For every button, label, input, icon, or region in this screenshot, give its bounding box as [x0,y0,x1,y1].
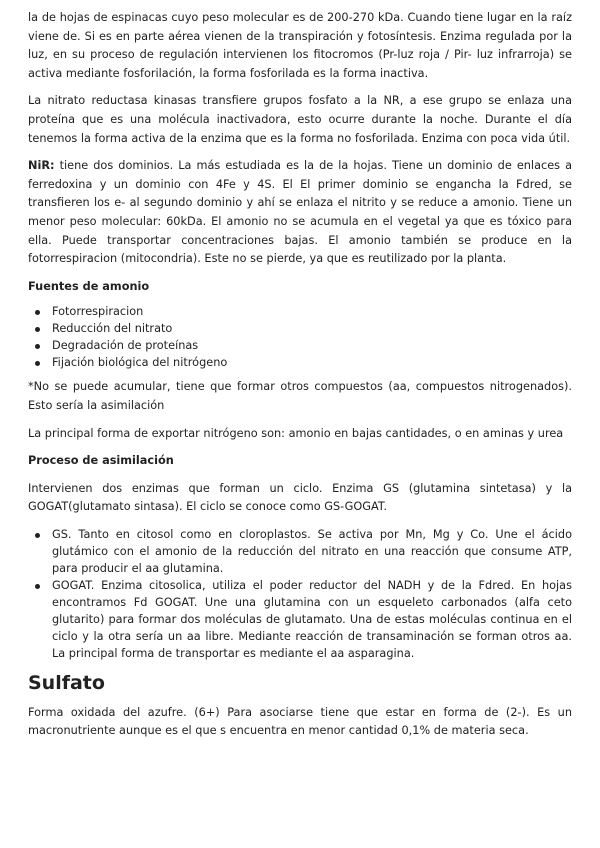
list-item: GOGAT. Enzima citosolica, utiliza el poder reductor del NADH y de la Fdred. En hojas encontramos Fd GOGAT. Une una glutamina con un esqueleto carbonados (alfa ceto glutarito) para formar dos moléculas de glutamato. Una de estas moléculas continua en el ciclo y la otra sería un aa libre. Mediante reacción de transaminación se forman otros aa. La principal forma de transportar es mediante el aa asparagina. [52,578,572,660]
list-item: Reducción del nitrato [52,320,572,337]
paragraph-exportar-nitrogeno: La principal forma de exportar nitrógeno son: amonio en bajas cantidades, o en aminas y urea [28,426,564,440]
list-item: Degradación de proteínas [52,337,572,354]
nir-text: tiene dos dominios. La más estudiada es la de la hojas. Tiene un dominio de enlaces a ferredoxina y un dominio con 4Fe y 4S. El El primer dominio se engancha la Fdred, se transfieren los e- al segundo dominio y ahí se enlaza el nitrito y se reduce a amonio. Tiene un menor peso molecular: 60kDa. El amonio no se acumula en el vegetal ya que es tóxico para ella. Puede transportar concentraciones bajas. El amonio también se produce en la fotorrespiracion (mitocondria). Este no se pierde, ya que es reutilizado por la planta. [28,159,572,266]
list-proceso-asimilacion [28,526,572,662]
list-item: GS. Tanto en citosol como en cloroplastos. Se activa por Mn, Mg y Co. Une el ácido glutámico con el amonio de la reducción del nitrato en una reacción que consume ATP, para producir el aa glutamina. [52,527,572,575]
heading-proceso-asimilacion: Proceso de asimilación [28,454,174,468]
list-item: Fotorrespiracion [52,303,572,320]
heading-fuentes-amonio: Fuentes de amonio [28,279,150,293]
nir-label: NiR: [28,159,55,173]
paragraph-nr-kinase: La nitrato reductasa kinasas transfiere grupos fosfato a la NR, a ese grupo se enlaza una proteína que es una molécula inactivadora, esto ocurre durante la noche. Durante el día tenemos la forma activa de la enzima que es la forma no fosforilada. Enzima con poca vida útil. [28,94,572,145]
paragraph-nir [28,157,572,269]
paragraph-no-acumular: *No se puede acumular, tiene que formar otros compuestos (aa, compuestos nitrogenados). Esto sería la asimilación [28,380,572,412]
list-item: Fijación biológica del nitrógeno [52,354,572,371]
paragraph-gs-gogat: Intervienen dos enzimas que forman un ciclo. Enzima GS (glutamina sintetasa) y la GOGAT(glutamato sintasa). El ciclo se conoce como GS-GOGAT. [28,481,572,514]
list-fuentes-amonio [28,303,572,371]
paragraph-nitrate-reductase-regulation: la de hojas de espinacas cuyo peso molecular es de 200-270 kDa. Cuando tiene lugar en la raíz viene de. Si es en parte aérea vienen de la transpiración y fotosíntesis. Enzima regulada por la luz, en su proceso de regulación intervienen los fitocromos (Pr-luz roja / Pir- luz infrarroja) se activa mediante fosforilación, la forma fosforilada es la forma inactiva. [28,11,572,80]
paragraph-sulfato: Forma oxidada del azufre. (6+) Para asociarse tiene que estar en forma de (2-). Es un macronutriente aunque es el que s encuentra en menor cantidad 0,1% de materia seca. [28,705,572,738]
section-title-sulfato: Sulfato [28,671,105,694]
